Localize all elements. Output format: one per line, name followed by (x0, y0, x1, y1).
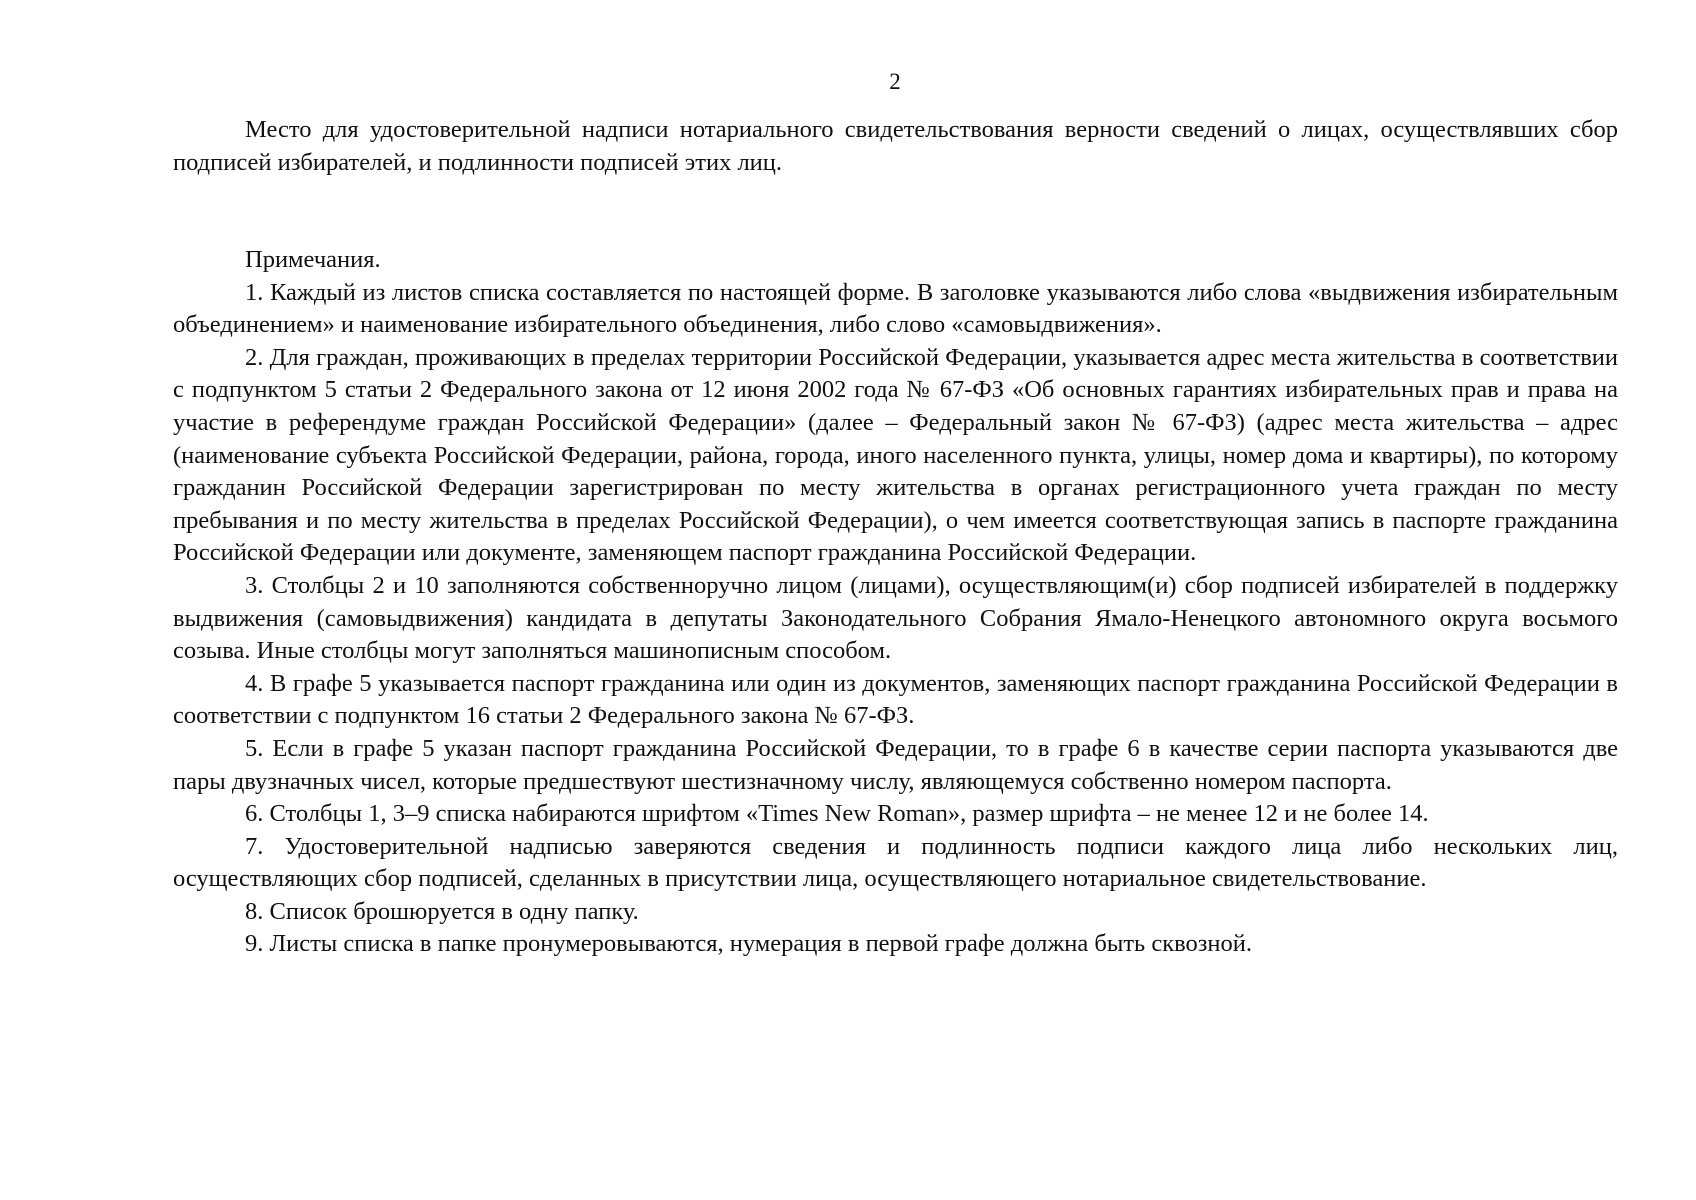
note-item-2: 2. Для граждан, проживающих в пределах территории Российской Федерации, указывается адрес места жительства в соответствии с подпунктом 5 статьи 2 Федерального закона от 12 июня 2002 года № 67-ФЗ «Об основных гарантиях избирательных прав и права на участие в референдуме граждан Российской Федерации» (далее – Федеральный закон № 67-ФЗ) (адрес места жительства – адрес (наименование субъекта Российской Федерации, района, города, иного населенного пункта, улицы, номер дома и квартиры), по которому гражданин Российской Федерации зарегистрирован по месту жительства в органах регистрационного учета граждан по месту пребывания и по месту жительства в пределах Российской Федерации), о чем имеется соответствующая запись в паспорте гражданина Российской Федерации или документе, заменяющем паспорт гражданина Российской Федерации. (173, 343, 1618, 567)
notes-section (173, 244, 1618, 961)
note-item-5: 5. Если в графе 5 указан паспорт гражданина Российской Федерации, то в графе 6 в качестве серии паспорта указываются две пары двузначных чисел, которые предшествуют шестизначному числу, являющемуся собственно номером паспорта. (173, 734, 1618, 795)
note-item-4: 4. В графе 5 указывается паспорт гражданина или один из документов, заменяющих паспорт гражданина Российской Федерации в соответствии с подпунктом 16 статьи 2 Федерального закона № 67-ФЗ. (173, 669, 1618, 730)
page-number: 2 (889, 69, 901, 94)
note-item-8: 8. Список брошюруется в одну папку. (245, 897, 639, 925)
note-item-3: 3. Столбцы 2 и 10 заполняются собственноручно лицом (лицами), осуществляющим(и) сбор подписей избирателей в поддержку выдвижения (самовыдвижения) кандидата в депутаты Законодательного Собрания Ямало-Ненецкого автономного округа восьмого созыва. Иные столбцы могут заполняться машинописным способом. (173, 571, 1618, 665)
intro-paragraph: Место для удостоверительной надписи нотариального свидетельствования верности сведений о лицах, осуществлявших сбор подписей избирателей, и подлинности подписей этих лиц. (173, 116, 1618, 176)
note-item-1: 1. Каждый из листов списка составляется по настоящей форме. В заголовке указываются либо слова «выдвижения избирательным объединением» и наименование избирательного объединения, либо слово «самовыдвижения». (173, 278, 1618, 339)
note-item-9: 9. Листы списка в папке пронумеровываются, нумерация в первой графе должна быть сквозной. (245, 930, 1253, 958)
note-item-7: 7. Удостоверительной надписью заверяются сведения и подлинность подписи каждого лица либо нескольких лиц, осуществляющих сбор подписей, сделанных в присутствии лица, осуществляющего нотариальное свидетельствование. (173, 832, 1618, 893)
intro-section (173, 114, 1618, 179)
note-item-6: 6. Столбцы 1, 3–9 списка набираются шрифтом «Times New Roman», размер шрифта – не менее 12 и не более 14. (245, 800, 1429, 828)
notes-heading: Примечания. (245, 246, 381, 273)
